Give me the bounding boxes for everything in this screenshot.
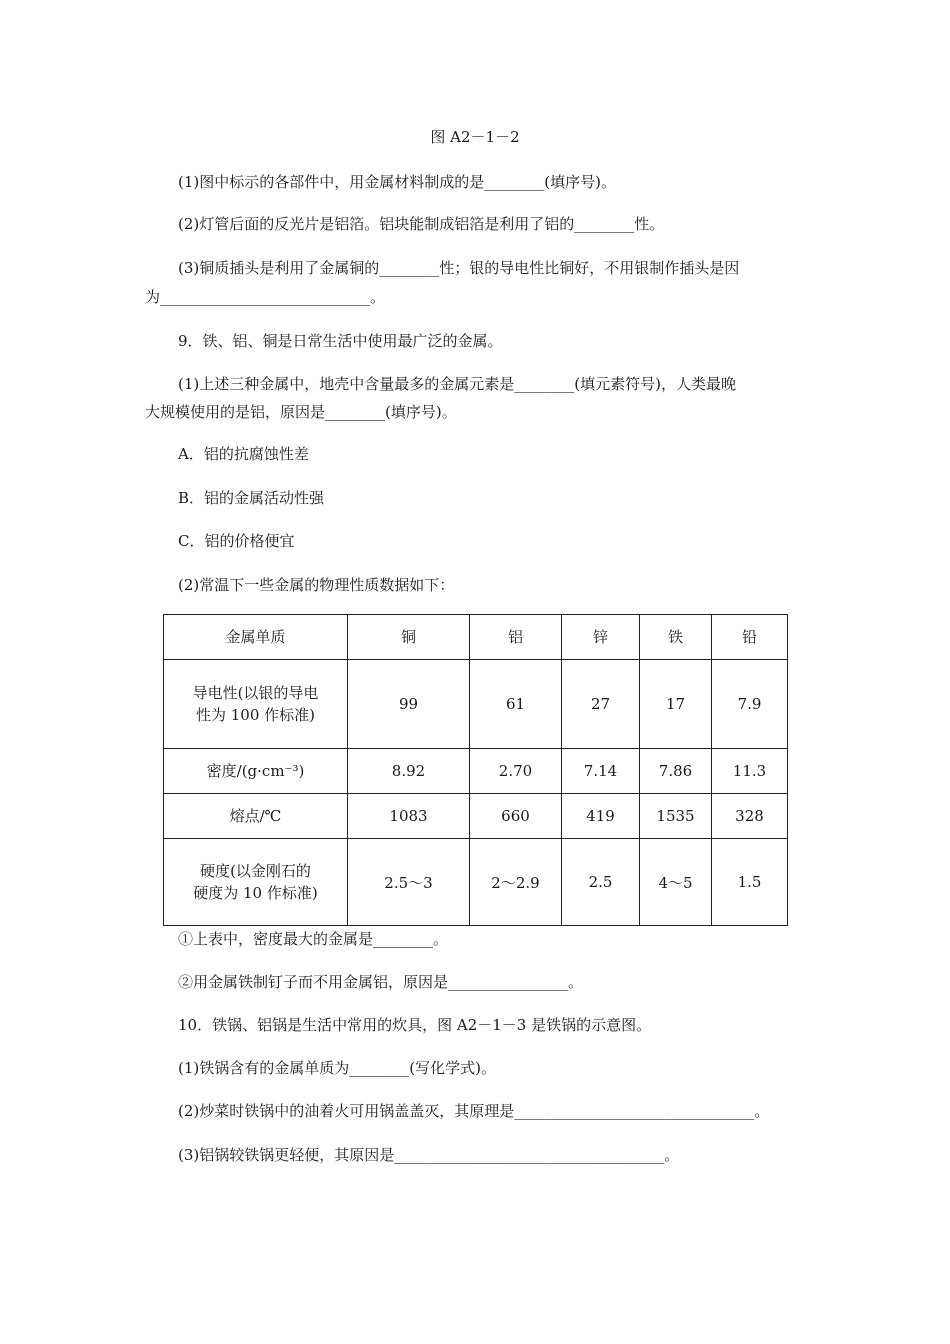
table-row xyxy=(164,794,788,839)
question-9-part-2-sub-2: ②用金属铁制钉子而不用金属铝，原因是________________。 xyxy=(178,973,584,991)
question-9-part-2-sub-1: ①上表中，密度最大的金属是________。 xyxy=(178,930,449,948)
table-cell: 660 xyxy=(470,794,562,839)
option-c: C．铝的价格便宜 xyxy=(178,532,295,550)
question-9-part-1-line-2: 大规模使用的是铝，原因是________(填序号)。 xyxy=(145,403,457,421)
table-header-cell: 铅 xyxy=(712,615,788,660)
table-cell: 419 xyxy=(562,794,640,839)
label-line: 性为 100 作标准) xyxy=(195,706,316,724)
question-8-part-3-line-2: 为____________________________。 xyxy=(145,288,386,306)
label-line: 硬度为 10 作标准) xyxy=(193,884,318,902)
table-cell: 1.5 xyxy=(712,839,788,926)
table-cell: 1535 xyxy=(640,794,712,839)
table-cell: 328 xyxy=(712,794,788,839)
label-line: 导电性(以银的导电 xyxy=(192,684,319,702)
question-8-part-3-line-1: (3)铜质插头是利用了金属铜的________性；银的导电性比铜好，不用银制作插头是因 xyxy=(178,259,740,277)
question-9-part-1-line-1: (1)上述三种金属中，地壳中含量最多的金属元素是________(填元素符号)，人类最晚 xyxy=(178,375,736,393)
question-10-part-3: (3)铝锅较铁锅更轻便，其原因是____________________________________。 xyxy=(178,1146,680,1164)
table-cell: 2～2.9 xyxy=(470,839,562,926)
table-row-label: 熔点/℃ xyxy=(164,794,348,839)
question-10-part-2: (2)炒菜时铁锅中的油着火可用锅盖盖灭，其原理是________________________________。 xyxy=(178,1102,770,1120)
table-cell: 7.14 xyxy=(562,749,640,794)
metal-properties-table xyxy=(163,614,788,926)
table-cell: 8.92 xyxy=(348,749,470,794)
option-a: A．铝的抗腐蚀性差 xyxy=(178,445,309,463)
table-row xyxy=(164,749,788,794)
table-cell: 2.5 xyxy=(562,839,640,926)
table-cell: 7.86 xyxy=(640,749,712,794)
table-cell: 61 xyxy=(470,660,562,749)
table-header-row xyxy=(164,615,788,660)
table-header-cell: 铝 xyxy=(470,615,562,660)
table-cell: 2.5～3 xyxy=(348,839,470,926)
question-8-part-2: (2)灯管后面的反光片是铝箔。铝块能制成铝箔是利用了铝的________性。 xyxy=(178,215,665,233)
table-cell: 99 xyxy=(348,660,470,749)
table-row-label xyxy=(164,839,348,926)
table-row-label xyxy=(164,660,348,749)
table-cell: 4～5 xyxy=(640,839,712,926)
question-10-part-1: (1)铁锅含有的金属单质为________(写化学式)。 xyxy=(178,1059,496,1077)
table-row xyxy=(164,839,788,926)
table-header-cell: 铜 xyxy=(348,615,470,660)
table-cell: 1083 xyxy=(348,794,470,839)
figure-caption: 图 A2－1－2 xyxy=(430,128,520,146)
label-line: 硬度(以金刚石的 xyxy=(200,862,311,880)
table-cell: 17 xyxy=(640,660,712,749)
question-10-stem: 10．铁锅、铝锅是生活中常用的炊具，图 A2－1－3 是铁锅的示意图。 xyxy=(178,1016,652,1034)
table-row-label: 密度/(g·cm⁻³) xyxy=(164,749,348,794)
question-8-part-1: (1)图中标示的各部件中，用金属材料制成的是________(填序号)。 xyxy=(178,173,616,191)
table-cell: 11.3 xyxy=(712,749,788,794)
table-header-cell: 铁 xyxy=(640,615,712,660)
table-row xyxy=(164,660,788,749)
table-cell: 2.70 xyxy=(470,749,562,794)
option-b: B．铝的金属活动性强 xyxy=(178,489,325,507)
table-cell: 27 xyxy=(562,660,640,749)
table-header-cell: 锌 xyxy=(562,615,640,660)
table-cell: 7.9 xyxy=(712,660,788,749)
question-9-part-2: (2)常温下一些金属的物理性质数据如下： xyxy=(178,576,455,594)
table-header-cell: 金属单质 xyxy=(164,615,348,660)
question-9-stem: 9．铁、铝、铜是日常生活中使用最广泛的金属。 xyxy=(178,332,503,350)
